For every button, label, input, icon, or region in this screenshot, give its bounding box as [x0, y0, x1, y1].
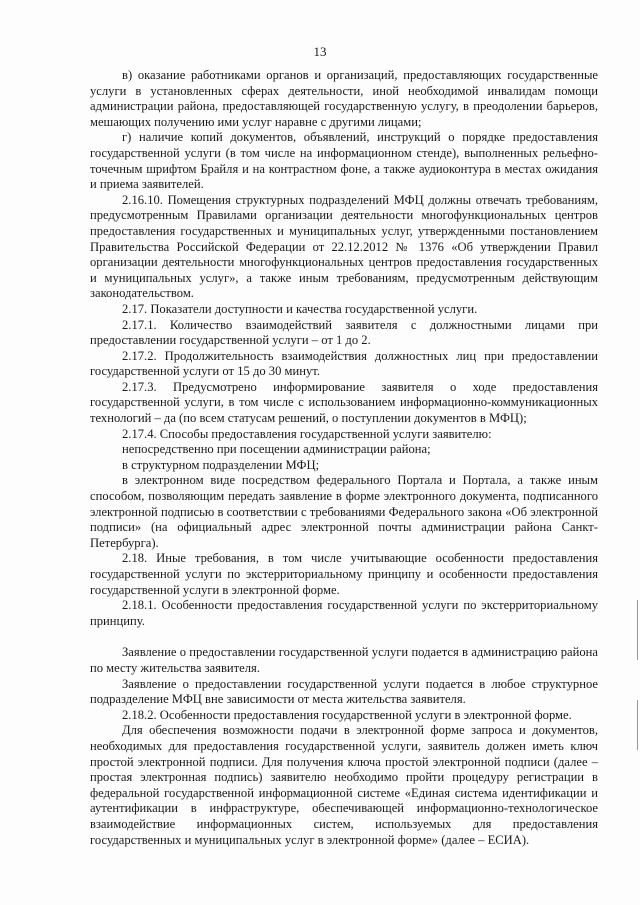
- paragraph-2-17-3: 2.17.3. Предусмотрено информирование заявителя о ходе предоставления государственной услуги, в том числе с использованием информационно-коммуникационных технологий – да (по всем статусам решений, о поступлении документов в МФЦ);: [90, 379, 598, 426]
- scan-edge-mark: [637, 600, 638, 660]
- paragraph-application-admin: Заявление о предоставлении государственной услуги подается в администрацию района по месту жительства заявителя.: [90, 645, 598, 675]
- paragraph-2-16-10: 2.16.10. Помещения структурных подразделений МФЦ должны отвечать требованиям, предусмотренным Правилами организации деятельности многофункциональных центров предоставления государственных и муниципальных услуг, утвержденными постановлением Правительства Российской Федерации от 22.12.2012 № 1376 «Об утверждении Правил организации деятельности многофункциональных центров предоставления государственных и муниципальных услуг», а также иным требованиям, предусмотренным действующим законодательством.: [90, 192, 598, 301]
- page-number: 13: [313, 44, 327, 59]
- paragraph-2-17-2: 2.17.2. Продолжительность взаимодействия должностных лиц при предоставлении государственной услуги от 15 до 30 минут.: [90, 348, 598, 379]
- paragraph-item-g: г) наличие копий документов, объявлений, инструкций о порядке предоставления государственной услуги (в том числе на информационном стенде), выполненных рельефно-точечным шрифтом Брайля и на контрастном фоне, а также аудиоконтура в местах ожидания и приема заявителей.: [90, 130, 598, 192]
- paragraph-item-v: в) оказание работниками органов и организаций, предоставляющих государственные услуги в установленных сферах деятельности, иной необходимой инвалидам помощи администрации района, предоставляющей государственную услугу, в преодолении барьеров, мешающих получению ими услуг наравне с другими лицами;: [90, 68, 598, 129]
- paragraph-2-17-4: 2.17.4. Способы предоставления государственной услуги заявителю:: [122, 426, 492, 441]
- paragraph-esia: Для обеспечения возможности подачи в электронной форме запроса и документов, необходимых для предоставления государственной услуги, заявитель должен иметь ключ простой электронной подписи. Для получения ключа простой электронной подписи (далее – простая электронная подпись) заявителю необходимо пройти процедуру регистрации в федеральной государственной информационной системе «Единая система идентификации и аутентификации в инфраструктуре, обеспечивающей информационно-технологическое взаимодействие информационных систем, используемых для предоставления государственных и муниципальных услуг в электронной форме» (далее – ЕСИА).: [90, 723, 598, 847]
- document-body: [90, 68, 598, 848]
- paragraph-2-18-2: 2.18.2. Особенности предоставления государственной услуги в электронной форме.: [122, 707, 572, 722]
- paragraph-2-18-1: 2.18.1. Особенности предоставления государственной услуги по экстерриториальному принципу.: [90, 598, 598, 628]
- paragraph-application-mfc: Заявление о предоставлении государственной услуги подается в любое структурное подразделение МФЦ вне зависимости от места жительства заявителя.: [90, 676, 598, 707]
- paragraph-2-18: 2.18. Иные требования, в том числе учитывающие особенности предоставления государственной услуги по экстерриториальному принципу и особенности предоставления государственной услуги в электронной форме.: [90, 551, 598, 597]
- paragraph-2-17-1: 2.17.1. Количество взаимодействий заявителя с должностными лицами при предоставлении государственной услуги – от 1 до 2.: [90, 317, 598, 348]
- scan-edge-mark: [637, 700, 638, 750]
- paragraph-method-admin: непосредственно при посещении администрации района;: [122, 442, 431, 457]
- paragraph-method-mfc: в структурном подразделении МФЦ;: [122, 457, 320, 472]
- paragraph-2-17: 2.17. Показатели доступности и качества государственной услуги.: [122, 301, 478, 316]
- paragraph-method-electronic: в электронном виде посредством федерального Портала и Портала, а также иным способом, позволяющим передать заявление в форме электронного документа, подписанного электронной подписью в соответствии с требованиями Федерального закона «Об электронной подписи» (на официальный адрес электронной почты администрации района Санкт-Петербурга).: [90, 473, 598, 550]
